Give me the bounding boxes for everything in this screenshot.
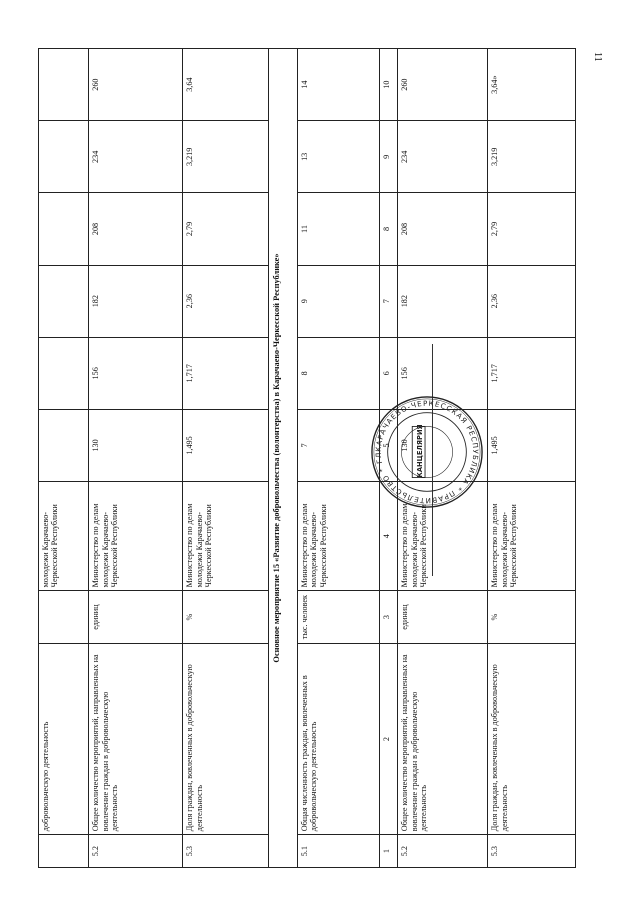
row-number: 5.2 [89,835,183,868]
indicator-name: добровольческую деятельность [39,643,89,834]
executor: молодежи Карачаево-Черкесской Республики [39,482,89,591]
year-value-5 [39,121,89,193]
executor: Министерство по делам молодежи Карачаево-Черкесской Республики [89,482,183,591]
unit-of-measure: тыс. человек [298,591,379,643]
unit-of-measure: единиц [398,591,488,643]
year-value-3: 9 [298,265,379,337]
indicator-name: 2 [379,643,398,834]
year-value-5: 234 [89,121,183,193]
year-value-3: 182 [398,265,488,337]
year-value-1: 5 [379,409,398,481]
indicator-name: Общая численность граждан, вовлеченных в добровольческую деятельность [298,643,379,834]
year-value-2: 8 [298,337,379,409]
year-value-3: 2,36 [183,265,269,337]
executor: Министерство по делам молодежи Карачаево-Черкесской Республики [183,482,269,591]
svg-text:КАРАЧАЕВО-ЧЕРКЕССКАЯ РЕСПУБЛИК: КАРАЧАЕВО-ЧЕРКЕССКАЯ РЕСПУБЛИКА * ПРАВИТЕЛЬСТВО * ГЛ [373,398,481,506]
year-value-2 [39,337,89,409]
indicator-name: Общее количество мероприятий, направленных на вовлечение граждан в добровольческую деятельность [89,643,183,834]
table-row [39,49,89,868]
section-title: Основное мероприятие 15 «Развитие добровольчества (волонтерства) в Карачаево-Черкесской Республике» [268,49,297,868]
year-value-3: 7 [379,265,398,337]
year-value-1: 1,495 [183,409,269,481]
unit-of-measure: % [488,591,576,643]
year-value-1: 1,495 [488,409,576,481]
year-value-5: 9 [379,121,398,193]
page-number: 11 [592,52,603,62]
year-value-6: 260 [398,49,488,121]
year-value-4: 2,79 [488,193,576,265]
year-value-3: 182 [89,265,183,337]
year-value-3: 2,36 [488,265,576,337]
executor: 4 [379,482,398,591]
year-value-5: 13 [298,121,379,193]
year-value-6: 3,64» [488,49,576,121]
year-value-5: 3,219 [488,121,576,193]
table-row [488,49,576,868]
executor: Министерство по делам молодежи Карачаево-Черкесской Республики [398,482,488,591]
row-number: 5.3 [183,835,269,868]
section-row [268,49,297,868]
year-value-4: 11 [298,193,379,265]
executor: Министерство по делам молодежи Карачаево-Черкесской Республики [488,482,576,591]
indicator-name: Общее количество мероприятий, направленных на вовлечение граждан в добровольческую деятельность [398,643,488,834]
indicator-name: Доля граждан, вовлеченных в добровольческую деятельность [488,643,576,834]
year-value-6: 3,64 [183,49,269,121]
year-value-5: 234 [398,121,488,193]
year-value-4: 8 [379,193,398,265]
unit-of-measure: единиц [89,591,183,643]
year-value-4: 208 [398,193,488,265]
row-number: 5.1 [298,835,379,868]
year-value-2: 1,717 [488,337,576,409]
year-value-1 [39,409,89,481]
indicators-table [38,48,576,868]
row-number: 1 [379,835,398,868]
unit-of-measure: % [183,591,269,643]
seal-graphic [368,393,486,511]
year-value-1: 7 [298,409,379,481]
row-number: 5.2 [398,835,488,868]
year-value-2: 1,717 [183,337,269,409]
year-value-2: 6 [379,337,398,409]
executor: Министерство по делам молодежи Карачаево-Черкесской Республики [298,482,379,591]
row-number [39,835,89,868]
row-number: 5.3 [488,835,576,868]
table-row [89,49,183,868]
year-value-4: 208 [89,193,183,265]
official-seal [368,393,486,511]
year-value-6: 260 [89,49,183,121]
table-row [183,49,269,868]
year-value-4 [39,193,89,265]
year-value-2: 156 [89,337,183,409]
unit-of-measure [39,591,89,643]
year-value-3 [39,265,89,337]
unit-of-measure: 3 [379,591,398,643]
svg-text:КАНЦЕЛЯРИЯ: КАНЦЕЛЯРИЯ [416,424,425,478]
year-value-6: 10 [379,49,398,121]
year-value-5: 3,219 [183,121,269,193]
indicator-name: Доля граждан, вовлеченных в добровольческую деятельность [183,643,269,834]
year-value-1: 130 [89,409,183,481]
year-value-1: 130 [398,409,488,481]
year-value-6: 14 [298,49,379,121]
year-value-4: 2,79 [183,193,269,265]
year-value-2: 156 [398,337,488,409]
year-value-6 [39,49,89,121]
indicators-table-sheet [38,48,576,868]
table-row [298,49,379,868]
